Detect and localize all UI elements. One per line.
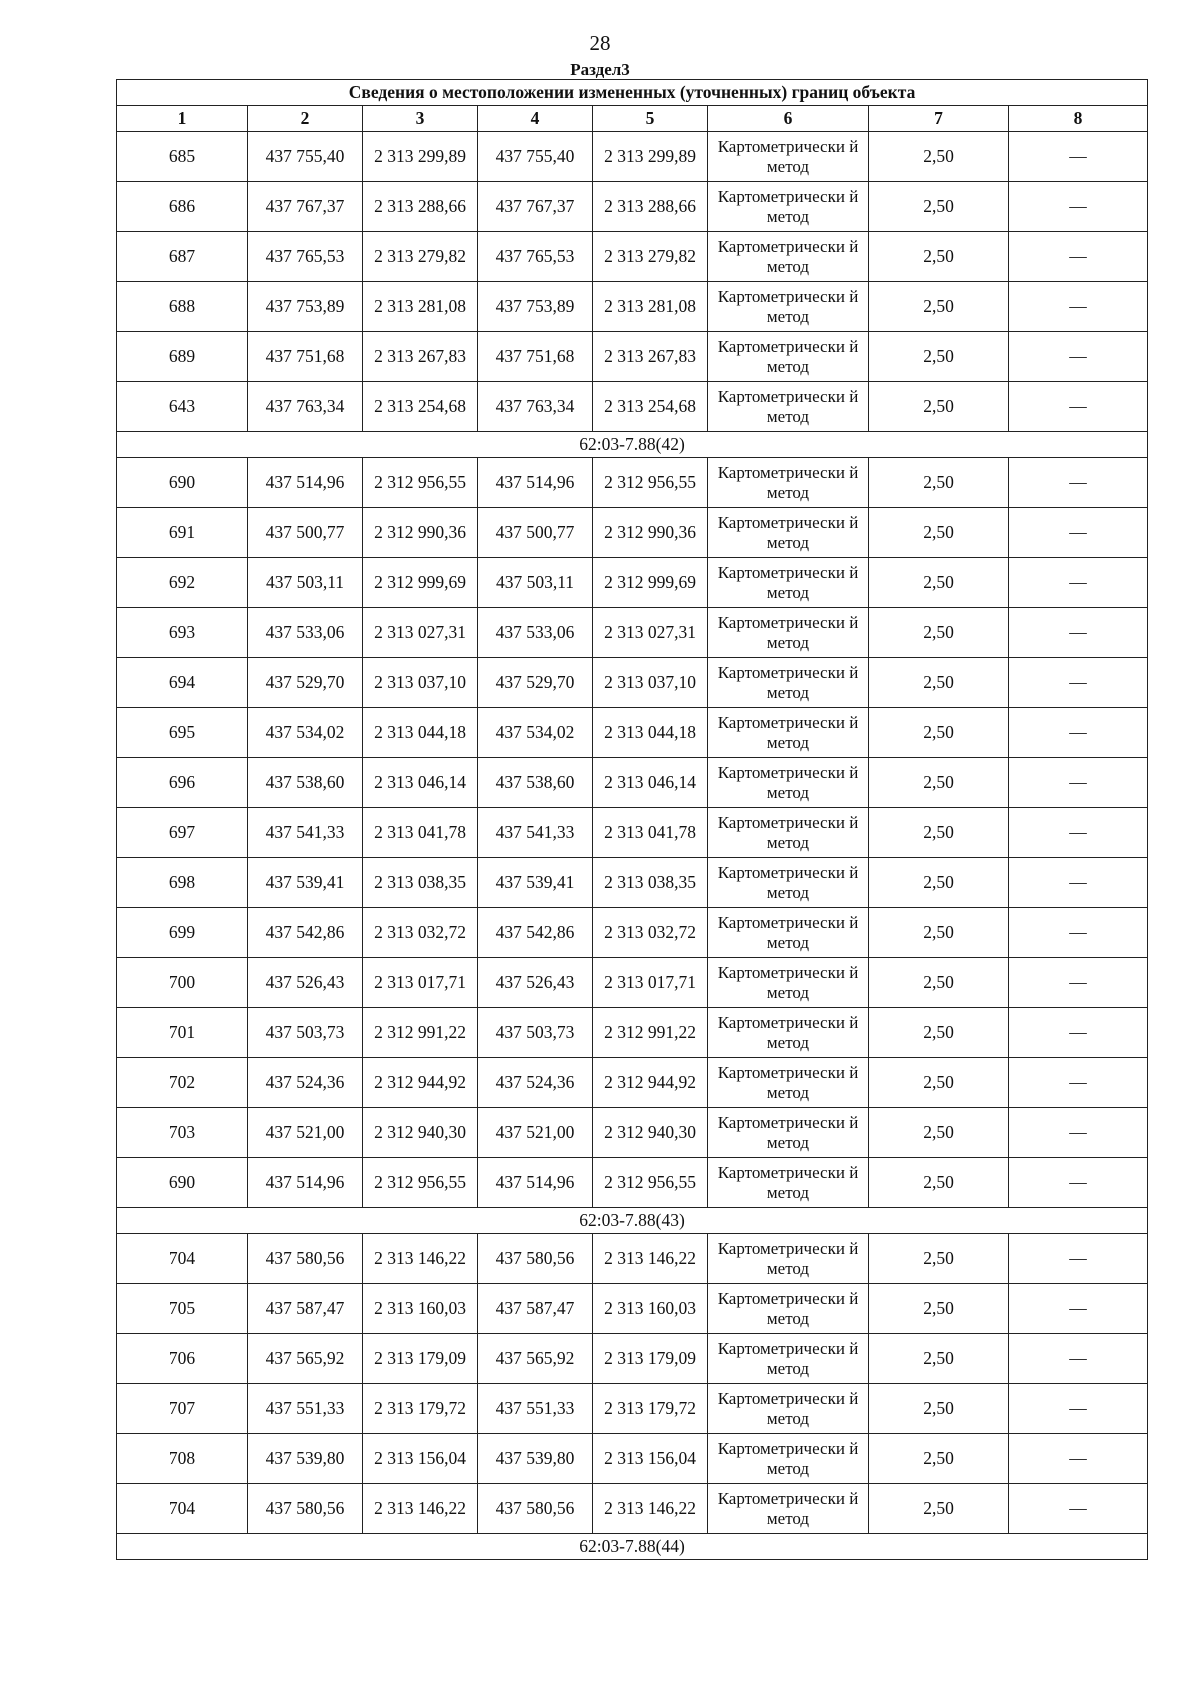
method-cell: Картометрически й метод <box>708 708 869 758</box>
x-new-cell: 437 587,47 <box>478 1284 593 1334</box>
x-new-cell: 437 503,73 <box>478 1008 593 1058</box>
y-coordinate-cell: 2 313 179,72 <box>363 1384 478 1434</box>
table-row <box>117 1284 1148 1334</box>
x-coordinate-cell: 437 755,40 <box>248 132 363 182</box>
table-row <box>117 382 1148 432</box>
x-new-cell: 437 763,34 <box>478 382 593 432</box>
y-coordinate-cell: 2 313 046,14 <box>363 758 478 808</box>
table-row <box>117 658 1148 708</box>
point-number-cell: 698 <box>117 858 248 908</box>
point-number-cell: 696 <box>117 758 248 808</box>
note-cell: — <box>1009 708 1148 758</box>
x-coordinate-cell: 437 526,43 <box>248 958 363 1008</box>
point-number-cell: 706 <box>117 1334 248 1384</box>
point-number-cell: 689 <box>117 332 248 382</box>
note-cell: — <box>1009 1434 1148 1484</box>
x-new-cell: 437 538,60 <box>478 758 593 808</box>
table-caption-row <box>117 80 1148 106</box>
y-coordinate-cell: 2 313 146,22 <box>363 1234 478 1284</box>
table-row <box>117 1108 1148 1158</box>
point-number-cell: 692 <box>117 558 248 608</box>
note-cell: — <box>1009 658 1148 708</box>
x-coordinate-cell: 437 541,33 <box>248 808 363 858</box>
accuracy-cell: 2,50 <box>869 1384 1009 1434</box>
x-new-cell: 437 551,33 <box>478 1384 593 1434</box>
note-cell: — <box>1009 232 1148 282</box>
y-new-cell: 2 313 156,04 <box>593 1434 708 1484</box>
y-coordinate-cell: 2 312 990,36 <box>363 508 478 558</box>
method-cell: Картометрически й метод <box>708 132 869 182</box>
y-coordinate-cell: 2 313 156,04 <box>363 1434 478 1484</box>
table-row <box>117 1234 1148 1284</box>
y-coordinate-cell: 2 312 944,92 <box>363 1058 478 1108</box>
point-number-cell: 685 <box>117 132 248 182</box>
boundary-coordinates-table <box>116 79 1148 1560</box>
x-new-cell: 437 526,43 <box>478 958 593 1008</box>
point-number-cell: 704 <box>117 1484 248 1534</box>
x-new-cell: 437 539,80 <box>478 1434 593 1484</box>
method-cell: Картометрически й метод <box>708 658 869 708</box>
method-cell: Картометрически й метод <box>708 1484 869 1534</box>
method-cell: Картометрически й метод <box>708 1158 869 1208</box>
x-new-cell: 437 514,96 <box>478 458 593 508</box>
x-new-cell: 437 580,56 <box>478 1234 593 1284</box>
y-coordinate-cell: 2 313 288,66 <box>363 182 478 232</box>
accuracy-cell: 2,50 <box>869 1058 1009 1108</box>
x-coordinate-cell: 437 751,68 <box>248 332 363 382</box>
x-coordinate-cell: 437 539,41 <box>248 858 363 908</box>
accuracy-cell: 2,50 <box>869 908 1009 958</box>
y-coordinate-cell: 2 313 038,35 <box>363 858 478 908</box>
y-new-cell: 2 312 999,69 <box>593 558 708 608</box>
x-coordinate-cell: 437 521,00 <box>248 1108 363 1158</box>
x-coordinate-cell: 437 534,02 <box>248 708 363 758</box>
x-new-cell: 437 542,86 <box>478 908 593 958</box>
x-new-cell: 437 751,68 <box>478 332 593 382</box>
table-row <box>117 1384 1148 1434</box>
x-new-cell: 437 521,00 <box>478 1108 593 1158</box>
y-coordinate-cell: 2 313 267,83 <box>363 332 478 382</box>
point-number-cell: 694 <box>117 658 248 708</box>
accuracy-cell: 2,50 <box>869 808 1009 858</box>
y-coordinate-cell: 2 313 037,10 <box>363 658 478 708</box>
y-coordinate-cell: 2 313 027,31 <box>363 608 478 658</box>
note-cell: — <box>1009 1384 1148 1434</box>
note-cell: — <box>1009 1284 1148 1334</box>
point-number-cell: 699 <box>117 908 248 958</box>
column-header: 3 <box>363 106 478 132</box>
x-coordinate-cell: 437 765,53 <box>248 232 363 282</box>
x-coordinate-cell: 437 503,73 <box>248 1008 363 1058</box>
y-new-cell: 2 312 940,30 <box>593 1108 708 1158</box>
table-row <box>117 1484 1148 1534</box>
point-number-cell: 708 <box>117 1434 248 1484</box>
x-new-cell: 437 755,40 <box>478 132 593 182</box>
note-cell: — <box>1009 758 1148 808</box>
point-number-cell: 695 <box>117 708 248 758</box>
table-row <box>117 508 1148 558</box>
table-row <box>117 1008 1148 1058</box>
y-new-cell: 2 313 046,14 <box>593 758 708 808</box>
method-cell: Картометрически й метод <box>708 1108 869 1158</box>
x-coordinate-cell: 437 514,96 <box>248 458 363 508</box>
y-coordinate-cell: 2 313 254,68 <box>363 382 478 432</box>
x-coordinate-cell: 437 580,56 <box>248 1234 363 1284</box>
table-row <box>117 558 1148 608</box>
table-row <box>117 1434 1148 1484</box>
parcel-group-label: 62:03-7.88(44) <box>117 1534 1148 1560</box>
y-new-cell: 2 313 017,71 <box>593 958 708 1008</box>
accuracy-cell: 2,50 <box>869 958 1009 1008</box>
x-coordinate-cell: 437 565,92 <box>248 1334 363 1384</box>
y-new-cell: 2 312 991,22 <box>593 1008 708 1058</box>
point-number-cell: 704 <box>117 1234 248 1284</box>
table-row <box>117 182 1148 232</box>
note-cell: — <box>1009 1158 1148 1208</box>
method-cell: Картометрически й метод <box>708 558 869 608</box>
y-new-cell: 2 313 281,08 <box>593 282 708 332</box>
y-coordinate-cell: 2 313 146,22 <box>363 1484 478 1534</box>
point-number-cell: 702 <box>117 1058 248 1108</box>
y-new-cell: 2 313 179,09 <box>593 1334 708 1384</box>
table-row <box>117 958 1148 1008</box>
method-cell: Картометрически й метод <box>708 282 869 332</box>
note-cell: — <box>1009 908 1148 958</box>
table-row <box>117 458 1148 508</box>
x-new-cell: 437 541,33 <box>478 808 593 858</box>
accuracy-cell: 2,50 <box>869 1484 1009 1534</box>
y-new-cell: 2 313 041,78 <box>593 808 708 858</box>
column-header: 6 <box>708 106 869 132</box>
table-header-row <box>117 106 1148 132</box>
point-number-cell: 705 <box>117 1284 248 1334</box>
y-coordinate-cell: 2 313 041,78 <box>363 808 478 858</box>
parcel-group-label: 62:03-7.88(43) <box>117 1208 1148 1234</box>
x-coordinate-cell: 437 542,86 <box>248 908 363 958</box>
method-cell: Картометрически й метод <box>708 858 869 908</box>
table-row <box>117 332 1148 382</box>
x-coordinate-cell: 437 524,36 <box>248 1058 363 1108</box>
point-number-cell: 693 <box>117 608 248 658</box>
table-row <box>117 132 1148 182</box>
point-number-cell: 703 <box>117 1108 248 1158</box>
accuracy-cell: 2,50 <box>869 658 1009 708</box>
y-new-cell: 2 313 044,18 <box>593 708 708 758</box>
x-new-cell: 437 534,02 <box>478 708 593 758</box>
note-cell: — <box>1009 1334 1148 1384</box>
x-coordinate-cell: 437 529,70 <box>248 658 363 708</box>
x-coordinate-cell: 437 514,96 <box>248 1158 363 1208</box>
method-cell: Картометрически й метод <box>708 1384 869 1434</box>
table-caption: Сведения о местоположении измененных (уточненных) границ объекта <box>117 80 1148 106</box>
point-number-cell: 701 <box>117 1008 248 1058</box>
accuracy-cell: 2,50 <box>869 508 1009 558</box>
x-new-cell: 437 767,37 <box>478 182 593 232</box>
accuracy-cell: 2,50 <box>869 282 1009 332</box>
y-new-cell: 2 312 990,36 <box>593 508 708 558</box>
y-coordinate-cell: 2 313 299,89 <box>363 132 478 182</box>
point-number-cell: 691 <box>117 508 248 558</box>
y-new-cell: 2 313 267,83 <box>593 332 708 382</box>
column-header: 5 <box>593 106 708 132</box>
table-row <box>117 808 1148 858</box>
accuracy-cell: 2,50 <box>869 1158 1009 1208</box>
method-cell: Картометрически й метод <box>708 332 869 382</box>
note-cell: — <box>1009 182 1148 232</box>
x-coordinate-cell: 437 500,77 <box>248 508 363 558</box>
method-cell: Картометрически й метод <box>708 182 869 232</box>
point-number-cell: 707 <box>117 1384 248 1434</box>
y-coordinate-cell: 2 312 991,22 <box>363 1008 478 1058</box>
group-row <box>117 1534 1148 1560</box>
accuracy-cell: 2,50 <box>869 382 1009 432</box>
note-cell: — <box>1009 458 1148 508</box>
group-row <box>117 432 1148 458</box>
y-new-cell: 2 312 956,55 <box>593 1158 708 1208</box>
table-row <box>117 608 1148 658</box>
x-new-cell: 437 753,89 <box>478 282 593 332</box>
x-coordinate-cell: 437 533,06 <box>248 608 363 658</box>
accuracy-cell: 2,50 <box>869 858 1009 908</box>
accuracy-cell: 2,50 <box>869 132 1009 182</box>
accuracy-cell: 2,50 <box>869 558 1009 608</box>
note-cell: — <box>1009 1108 1148 1158</box>
accuracy-cell: 2,50 <box>869 332 1009 382</box>
note-cell: — <box>1009 558 1148 608</box>
x-new-cell: 437 524,36 <box>478 1058 593 1108</box>
note-cell: — <box>1009 1234 1148 1284</box>
method-cell: Картометрически й метод <box>708 1058 869 1108</box>
table-row <box>117 1058 1148 1108</box>
table-row <box>117 708 1148 758</box>
note-cell: — <box>1009 382 1148 432</box>
x-new-cell: 437 500,77 <box>478 508 593 558</box>
x-coordinate-cell: 437 580,56 <box>248 1484 363 1534</box>
column-header: 4 <box>478 106 593 132</box>
x-coordinate-cell: 437 551,33 <box>248 1384 363 1434</box>
y-new-cell: 2 313 279,82 <box>593 232 708 282</box>
x-new-cell: 437 539,41 <box>478 858 593 908</box>
method-cell: Картометрически й метод <box>708 1334 869 1384</box>
y-coordinate-cell: 2 312 999,69 <box>363 558 478 608</box>
method-cell: Картометрически й метод <box>708 808 869 858</box>
x-coordinate-cell: 437 753,89 <box>248 282 363 332</box>
method-cell: Картометрически й метод <box>708 1434 869 1484</box>
group-row <box>117 1208 1148 1234</box>
y-new-cell: 2 313 299,89 <box>593 132 708 182</box>
y-coordinate-cell: 2 313 179,09 <box>363 1334 478 1384</box>
table-row <box>117 232 1148 282</box>
accuracy-cell: 2,50 <box>869 1108 1009 1158</box>
method-cell: Картометрически й метод <box>708 508 869 558</box>
y-coordinate-cell: 2 313 279,82 <box>363 232 478 282</box>
x-coordinate-cell: 437 763,34 <box>248 382 363 432</box>
note-cell: — <box>1009 858 1148 908</box>
x-new-cell: 437 565,92 <box>478 1334 593 1384</box>
y-coordinate-cell: 2 313 281,08 <box>363 282 478 332</box>
method-cell: Картометрически й метод <box>708 1284 869 1334</box>
y-new-cell: 2 313 038,35 <box>593 858 708 908</box>
section-title: Раздел3 <box>570 60 630 79</box>
method-cell: Картометрически й метод <box>708 1234 869 1284</box>
note-cell: — <box>1009 808 1148 858</box>
y-coordinate-cell: 2 312 956,55 <box>363 1158 478 1208</box>
method-cell: Картометрически й метод <box>708 758 869 808</box>
accuracy-cell: 2,50 <box>869 608 1009 658</box>
accuracy-cell: 2,50 <box>869 458 1009 508</box>
x-new-cell: 437 533,06 <box>478 608 593 658</box>
x-new-cell: 437 503,11 <box>478 558 593 608</box>
note-cell: — <box>1009 1484 1148 1534</box>
x-coordinate-cell: 437 587,47 <box>248 1284 363 1334</box>
table-row <box>117 908 1148 958</box>
accuracy-cell: 2,50 <box>869 758 1009 808</box>
y-coordinate-cell: 2 313 160,03 <box>363 1284 478 1334</box>
x-coordinate-cell: 437 767,37 <box>248 182 363 232</box>
x-coordinate-cell: 437 538,60 <box>248 758 363 808</box>
y-new-cell: 2 313 027,31 <box>593 608 708 658</box>
table-row <box>117 758 1148 808</box>
point-number-cell: 643 <box>117 382 248 432</box>
x-new-cell: 437 514,96 <box>478 1158 593 1208</box>
y-new-cell: 2 313 032,72 <box>593 908 708 958</box>
table-row <box>117 858 1148 908</box>
column-header: 2 <box>248 106 363 132</box>
parcel-group-label: 62:03-7.88(42) <box>117 432 1148 458</box>
x-coordinate-cell: 437 503,11 <box>248 558 363 608</box>
table-row <box>117 282 1148 332</box>
y-coordinate-cell: 2 313 032,72 <box>363 908 478 958</box>
accuracy-cell: 2,50 <box>869 1008 1009 1058</box>
accuracy-cell: 2,50 <box>869 232 1009 282</box>
y-new-cell: 2 312 944,92 <box>593 1058 708 1108</box>
note-cell: — <box>1009 1058 1148 1108</box>
x-new-cell: 437 765,53 <box>478 232 593 282</box>
y-coordinate-cell: 2 312 940,30 <box>363 1108 478 1158</box>
column-header: 1 <box>117 106 248 132</box>
method-cell: Картометрически й метод <box>708 458 869 508</box>
note-cell: — <box>1009 958 1148 1008</box>
point-number-cell: 690 <box>117 1158 248 1208</box>
accuracy-cell: 2,50 <box>869 1434 1009 1484</box>
note-cell: — <box>1009 282 1148 332</box>
accuracy-cell: 2,50 <box>869 1334 1009 1384</box>
y-new-cell: 2 313 037,10 <box>593 658 708 708</box>
column-header: 7 <box>869 106 1009 132</box>
note-cell: — <box>1009 508 1148 558</box>
x-new-cell: 437 580,56 <box>478 1484 593 1534</box>
method-cell: Картометрически й метод <box>708 232 869 282</box>
y-coordinate-cell: 2 313 017,71 <box>363 958 478 1008</box>
page-number: 28 <box>589 31 611 55</box>
point-number-cell: 686 <box>117 182 248 232</box>
y-new-cell: 2 312 956,55 <box>593 458 708 508</box>
note-cell: — <box>1009 608 1148 658</box>
y-new-cell: 2 313 179,72 <box>593 1384 708 1434</box>
point-number-cell: 687 <box>117 232 248 282</box>
method-cell: Картометрически й метод <box>708 608 869 658</box>
y-new-cell: 2 313 160,03 <box>593 1284 708 1334</box>
y-new-cell: 2 313 254,68 <box>593 382 708 432</box>
note-cell: — <box>1009 132 1148 182</box>
method-cell: Картометрически й метод <box>708 382 869 432</box>
accuracy-cell: 2,50 <box>869 182 1009 232</box>
method-cell: Картометрически й метод <box>708 908 869 958</box>
accuracy-cell: 2,50 <box>869 708 1009 758</box>
note-cell: — <box>1009 332 1148 382</box>
y-coordinate-cell: 2 313 044,18 <box>363 708 478 758</box>
accuracy-cell: 2,50 <box>869 1234 1009 1284</box>
y-new-cell: 2 313 288,66 <box>593 182 708 232</box>
x-new-cell: 437 529,70 <box>478 658 593 708</box>
accuracy-cell: 2,50 <box>869 1284 1009 1334</box>
y-new-cell: 2 313 146,22 <box>593 1484 708 1534</box>
note-cell: — <box>1009 1008 1148 1058</box>
point-number-cell: 690 <box>117 458 248 508</box>
table-row <box>117 1158 1148 1208</box>
point-number-cell: 700 <box>117 958 248 1008</box>
y-new-cell: 2 313 146,22 <box>593 1234 708 1284</box>
column-header: 8 <box>1009 106 1148 132</box>
method-cell: Картометрически й метод <box>708 958 869 1008</box>
x-coordinate-cell: 437 539,80 <box>248 1434 363 1484</box>
method-cell: Картометрически й метод <box>708 1008 869 1058</box>
point-number-cell: 697 <box>117 808 248 858</box>
y-coordinate-cell: 2 312 956,55 <box>363 458 478 508</box>
point-number-cell: 688 <box>117 282 248 332</box>
table-row <box>117 1334 1148 1384</box>
